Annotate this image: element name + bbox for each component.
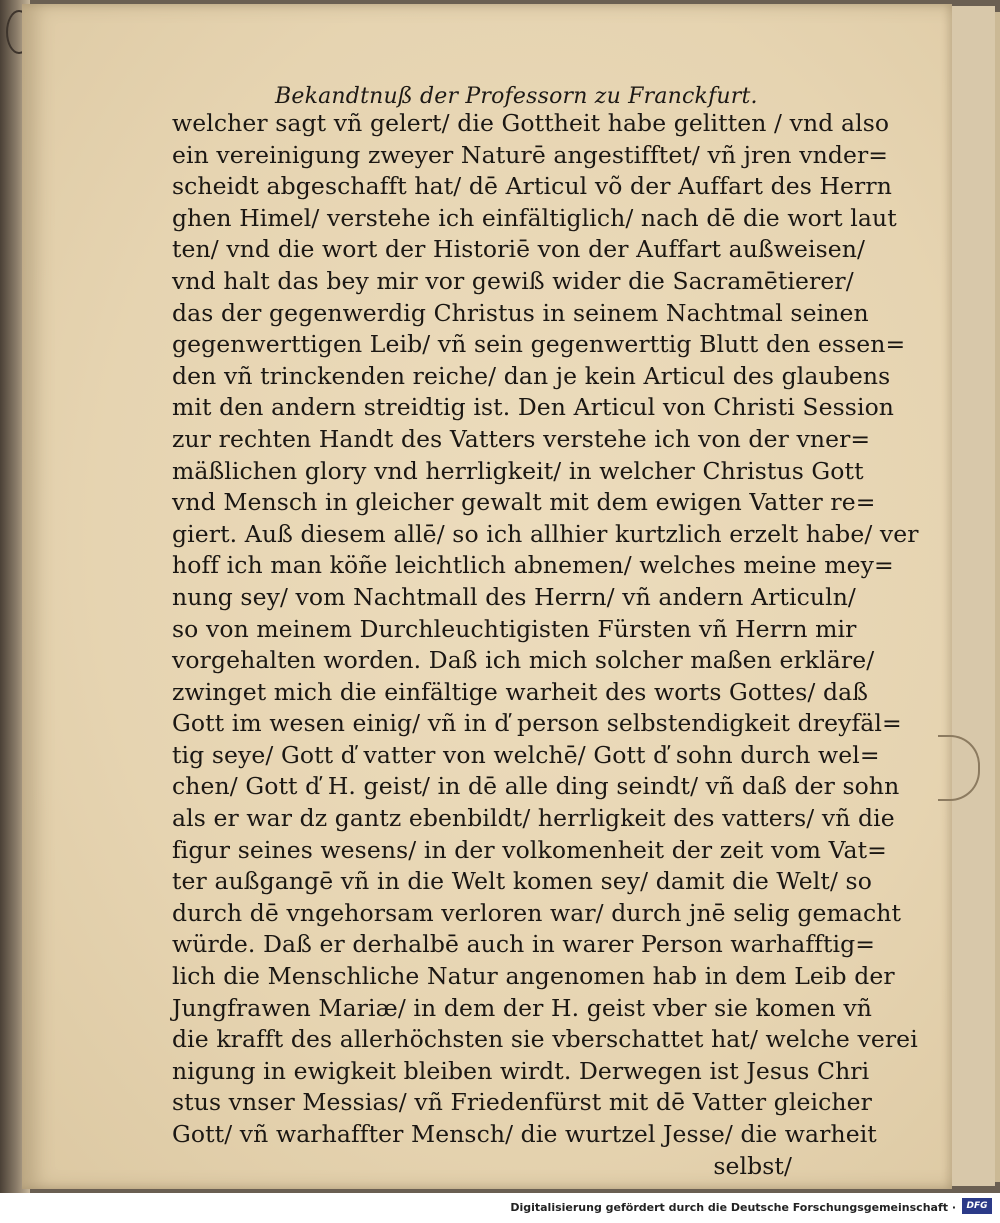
text-line: tig seye/ Gott ď vatter von welchē/ Gott ď sohn durch wel= xyxy=(172,740,880,769)
text-line: den vñ trinckenden reiche/ dan je kein Articul des glaubens xyxy=(172,361,891,390)
catchword: selbst/ xyxy=(713,1151,792,1180)
text-line: giert. Auß diesem allē/ so ich allhier kurtzlich erzelt habe/ ver xyxy=(172,519,919,548)
running-head: Bekandtnuß der Professorn zu Franckfurt. xyxy=(275,84,758,109)
text-line: nung sey/ vom Nachtmall des Herrn/ vñ andern Articuln/ xyxy=(172,582,856,611)
text-line: so von meinem Durchleuchtigisten Fürsten vñ Herrn mir xyxy=(172,614,857,643)
text-line: lich die Menschliche Natur angenomen hab in dem Leib der xyxy=(172,962,895,991)
footer-bar xyxy=(0,1193,1000,1223)
text-line: zwinget mich die einfältige warheit des worts Gottes/ daß xyxy=(172,677,869,706)
text-line: stus vnser Messias/ vñ Friedenfürst mit dē Vatter gleicher xyxy=(172,1088,872,1117)
text-line: nigung in ewigkeit bleiben wirdt. Derwegen ist Jesus Chri xyxy=(172,1056,870,1085)
text-line: durch dē vngehorsam verloren war/ durch jnē selig gemacht xyxy=(172,898,902,927)
text-line: ein vereinigung zweyer Naturē angestifftet/ vñ jren vnder= xyxy=(172,140,889,169)
text-line: vorgehalten worden. Daß ich mich solcher maßen erkläre/ xyxy=(172,646,875,675)
text-line: mäßlichen glory vnd herrligkeit/ in welcher Christus Gott xyxy=(172,456,864,485)
text-line: chen/ Gott ď H. geist/ in dē alle ding seindt/ vñ daß der sohn xyxy=(172,772,900,801)
text-line: ter außgangē vñ in die Welt komen sey/ damit die Welt/ so xyxy=(172,867,872,896)
text-line: ten/ vnd die wort der Historiē von der Auffart außweisen/ xyxy=(172,235,866,264)
text-line: die krafft des allerhöchsten sie vberschattet hat/ welche verei xyxy=(172,1025,918,1054)
text-line: Gott im wesen einig/ vñ in ď person selbstendigkeit dreyfäl= xyxy=(172,709,902,738)
text-line: ghen Himel/ verstehe ich einfältiglich/ nach dē die wort laut xyxy=(172,203,897,232)
body-text xyxy=(172,108,919,1182)
footer-credit: Digitalisierung gefördert durch die Deutsche Forschungsgemeinschaft · xyxy=(510,1201,956,1214)
text-line: mit den andern streidtig ist. Den Articul von Christi Session xyxy=(172,393,895,422)
text-line: vnd Mensch in gleicher gewalt mit dem ewigen Vatter re= xyxy=(172,488,876,517)
text-line: Jungfrawen Mariæ/ in dem der H. geist vber sie komen vñ xyxy=(172,993,872,1022)
text-line: würde. Daß er derhalbē auch in warer Person warhafftig= xyxy=(172,930,876,959)
text-line: gegenwerttigen Leib/ vñ sein gegenwerttig Blutt den essen= xyxy=(172,330,906,359)
text-line: vnd halt das bey mir vor gewiß wider die Sacramētierer/ xyxy=(172,266,854,295)
dfg-logo: DFG xyxy=(962,1198,992,1214)
text-line: scheidt abgeschafft hat/ dē Articul võ der Auffart des Herrn xyxy=(172,172,892,201)
text-line: zur rechten Handt des Vatters verstehe ich von der vner= xyxy=(172,424,871,453)
text-line: das der gegenwerdig Christus in seinem Nachtmal seinen xyxy=(172,298,869,327)
text-line: hoff ich man köñe leichtlich abnemen/ welches meine mey= xyxy=(172,551,894,580)
text-line: welcher sagt vñ gelert/ die Gottheit habe gelitten / vnd also xyxy=(172,109,890,137)
text-line: als er war dz gantz ebenbildt/ herrligkeit des vatters/ vñ die xyxy=(172,804,895,833)
text-line: figur seines wesens/ in der volkomenheit der zeit vom Vat= xyxy=(172,835,887,864)
text-line: Gott/ vñ warhaffter Mensch/ die wurtzel Jesse/ die warheit xyxy=(172,1120,877,1148)
